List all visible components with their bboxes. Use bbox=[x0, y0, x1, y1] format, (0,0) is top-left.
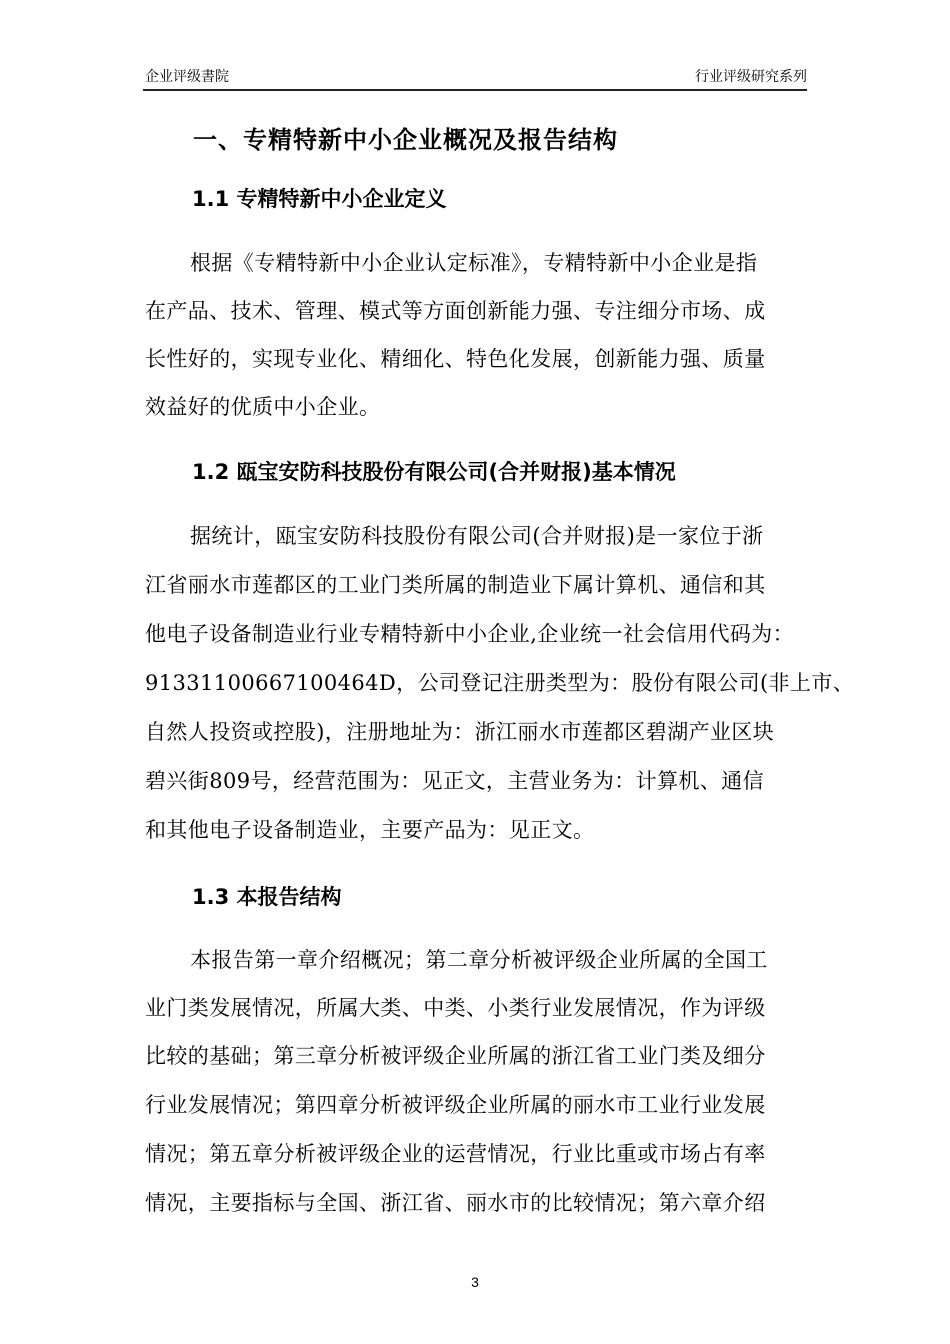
paragraph-line: 根据《专精特新中小企业认定标准》，专精特新中小企业是指 bbox=[190, 251, 758, 275]
section-heading: 1.1 专精特新中小企业定义 bbox=[192, 187, 447, 211]
paragraph-line: 情况；第五章分析被评级企业的运营情况，行业比重或市场占有率 bbox=[145, 1142, 766, 1166]
paragraph-line: 他电子设备制造业行业专精特新中小企业,企业统一社会信用代码为： bbox=[145, 622, 795, 646]
paragraph-line: 行业发展情况；第四章分析被评级企业所属的丽水市工业行业发展 bbox=[145, 1093, 766, 1117]
page-number: 3 bbox=[471, 1274, 479, 1290]
paragraph-line: 本报告第一章介绍概况；第二章分析被评级企业所属的全国工 bbox=[190, 948, 768, 972]
paragraph-line: 业门类发展情况，所属大类、中类、小类行业发展情况，作为评级 bbox=[145, 996, 766, 1020]
paragraph-line: 据统计，瓯宝安防科技股份有限公司(合并财报)是一家位于浙 bbox=[190, 524, 764, 548]
header-left-title: 企业评级書院 bbox=[145, 69, 229, 85]
paragraph-line: 效益好的优质中小企业。 bbox=[145, 395, 381, 419]
header-right-title: 行业评级研究系列 bbox=[695, 69, 807, 85]
header-divider bbox=[143, 89, 807, 91]
section-heading: 1.2 瓯宝安防科技股份有限公司(合并财报)基本情况 bbox=[192, 460, 676, 484]
paragraph-line: 长性好的，实现专业化、精细化、特色化发展，创新能力强、质量 bbox=[145, 347, 766, 371]
paragraph-line: 自然人投资或控股)，注册地址为：浙江丽水市莲都区碧湖产业区块 bbox=[145, 720, 775, 744]
paragraph-line: 91331100667100464D，公司登记注册类型为：股份有限公司(非上市、 bbox=[145, 671, 855, 695]
paragraph-line: 在产品、技术、管理、模式等方面创新能力强、专注细分市场、成 bbox=[145, 299, 766, 323]
paragraph-line: 碧兴街809号，经营范围为：见正文，主营业务为：计算机、通信 bbox=[145, 769, 765, 793]
paragraph-line: 情况，主要指标与全国、浙江省、丽水市的比较情况；第六章介绍 bbox=[145, 1191, 766, 1215]
section-heading: 1.3 本报告结构 bbox=[192, 885, 342, 909]
paragraph-line: 江省丽水市莲都区的工业门类所属的制造业下属计算机、通信和其 bbox=[145, 573, 766, 597]
paragraph-line: 和其他电子设备制造业，主要产品为：见正文。 bbox=[145, 818, 595, 842]
paragraph-line: 比较的基础；第三章分析被评级企业所属的浙江省工业门类及细分 bbox=[145, 1044, 766, 1068]
chapter-title: 一、专精特新中小企业概况及报告结构 bbox=[193, 126, 618, 154]
